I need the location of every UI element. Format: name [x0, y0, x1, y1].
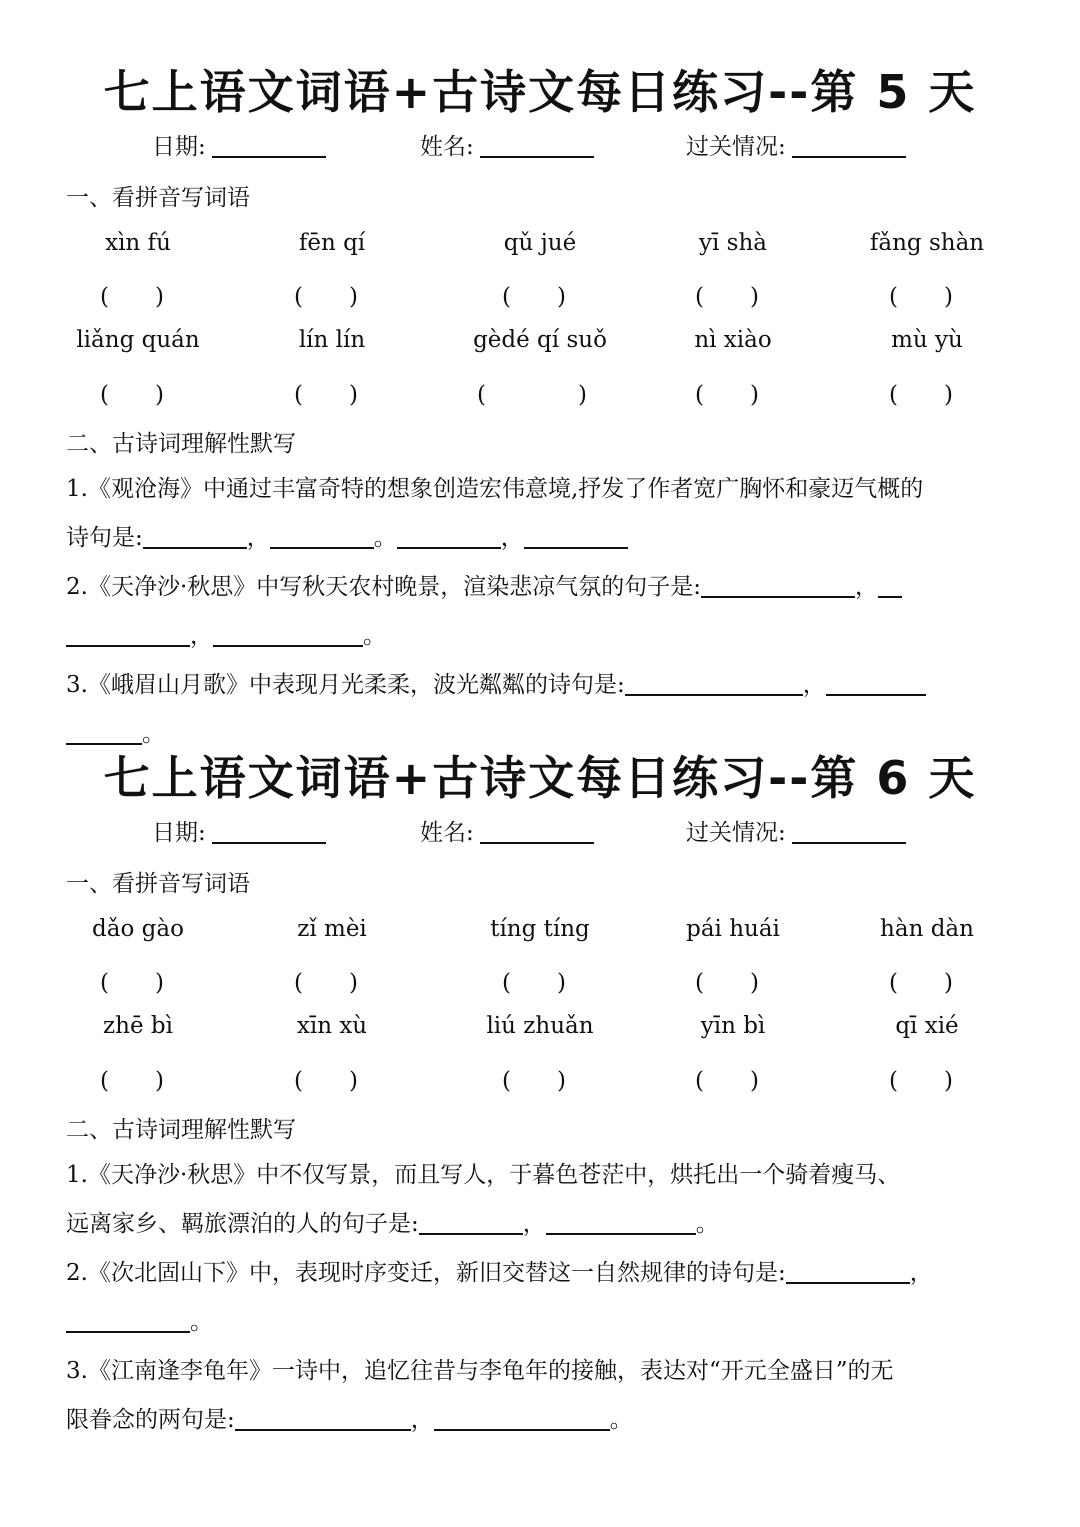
question-line — [66, 612, 1016, 661]
question-text: 3.《峨眉山月歌》中表现月光柔柔，波光粼粼的诗句是: — [66, 672, 625, 698]
answer-bracket[interactable]: ( ) — [294, 1068, 358, 1094]
answer-bracket[interactable]: ( ) — [695, 1068, 759, 1094]
punct: ， — [802, 672, 826, 698]
question-2 — [66, 563, 1016, 661]
punct: 。 — [695, 1211, 719, 1237]
answer-bracket[interactable]: ( ) — [100, 382, 164, 408]
name-blank[interactable] — [480, 132, 594, 158]
name-field — [420, 814, 594, 847]
pinyin-item: gèdé qí suǒ — [473, 327, 607, 353]
answer-bracket[interactable]: ( ) — [294, 970, 358, 996]
answer-bracket[interactable]: ( ) — [502, 970, 566, 996]
punct: ， — [410, 1407, 434, 1433]
question-text: 诗句是: — [66, 525, 143, 551]
answer-blank[interactable] — [143, 525, 247, 549]
date-label: 日期: — [152, 820, 206, 846]
date-blank[interactable] — [212, 132, 326, 158]
answer-bracket[interactable]: ( ) — [695, 382, 759, 408]
answer-blank[interactable] — [826, 672, 926, 696]
pinyin-item: fǎng shàn — [869, 230, 985, 256]
answer-bracket[interactable]: ( ) — [100, 1068, 164, 1094]
name-label: 姓名: — [420, 820, 474, 846]
date-field — [152, 814, 326, 847]
pass-blank[interactable] — [792, 132, 906, 158]
punct: ， — [190, 623, 213, 649]
pinyin-item: fēn qí — [298, 230, 366, 256]
pass-label: 过关情况: — [686, 134, 786, 160]
answer-bracket[interactable]: ( ) — [889, 284, 953, 310]
punct: ， — [500, 525, 524, 551]
question-line — [66, 1396, 1016, 1445]
pinyin-item: lín lín — [298, 327, 366, 353]
pinyin-item: zhē bì — [103, 1013, 173, 1039]
answer-bracket[interactable]: ( ) — [889, 970, 953, 996]
name-label: 姓名: — [420, 134, 474, 160]
answer-blank[interactable] — [419, 1211, 523, 1235]
answer-blank[interactable] — [625, 672, 803, 696]
answer-blank[interactable] — [701, 574, 855, 598]
question-text: 3.《江南逢李龟年》一诗中，追忆往昔与李龟年的接触，表达对“开元全盛日”的无 — [66, 1358, 894, 1384]
answer-bracket[interactable]: ( ) — [502, 1068, 566, 1094]
pinyin-item: qǔ jué — [503, 230, 577, 256]
section-poetry-title: 二、古诗词理解性默写 — [66, 431, 296, 457]
answer-bracket[interactable]: ( ) — [100, 970, 164, 996]
punct: 。 — [363, 623, 386, 649]
answer-bracket[interactable]: ( ) — [695, 970, 759, 996]
page-title: 七上语文词语+古诗文每日练习--第 6 天 — [103, 751, 977, 805]
answer-bracket[interactable]: ( ) — [294, 284, 358, 310]
section-pinyin-title: 一、看拼音写词语 — [66, 871, 250, 897]
answer-bracket[interactable]: ( ) — [695, 284, 759, 310]
pinyin-item: zǐ mèi — [297, 916, 367, 942]
punct: ， — [855, 574, 879, 600]
answer-bracket[interactable]: ( ) — [889, 382, 953, 408]
punct: ， — [909, 1260, 933, 1286]
answer-blank[interactable] — [66, 623, 190, 647]
pinyin-item: qī xié — [895, 1013, 959, 1039]
question-3 — [66, 1347, 1016, 1445]
question-text: 2.《天净沙·秋思》中写秋天农村晚景，渲染悲凉气氛的句子是: — [66, 574, 702, 600]
page-title: 七上语文词语+古诗文每日练习--第 5 天 — [103, 65, 977, 119]
name-field — [420, 128, 594, 161]
name-blank[interactable] — [480, 818, 594, 844]
punct: 。 — [373, 525, 397, 551]
pinyin-item: mù yù — [891, 327, 963, 353]
answer-blank[interactable] — [270, 525, 374, 549]
punct: ， — [522, 1211, 546, 1237]
pass-field — [686, 128, 906, 161]
question-text: 1.《观沧海》中通过丰富奇特的想象创造宏伟意境,抒发了作者宽广胸怀和豪迈气概的 — [66, 476, 924, 502]
question-text: 远离家乡、羁旅漂泊的人的句子是: — [66, 1211, 419, 1237]
answer-blank[interactable] — [66, 1309, 190, 1333]
punct: 。 — [190, 1309, 213, 1335]
pinyin-item: yī shà — [699, 230, 767, 256]
question-line — [66, 514, 1016, 563]
pass-blank[interactable] — [792, 818, 906, 844]
question-text: 1.《天净沙·秋思》中不仅写景，而且写人，于暮色苍茫中，烘托出一个骑着瘦马、 — [66, 1162, 901, 1188]
question-line — [66, 661, 1016, 710]
section-poetry-title: 二、古诗词理解性默写 — [66, 1117, 296, 1143]
pinyin-item: xìn fú — [105, 230, 171, 256]
answer-bracket-wide[interactable]: ( ) — [477, 382, 587, 408]
date-blank[interactable] — [212, 818, 326, 844]
pinyin-item: tíng tíng — [490, 916, 590, 942]
answer-blank[interactable] — [397, 525, 501, 549]
pinyin-item: pái huái — [686, 916, 780, 942]
answer-bracket[interactable]: ( ) — [502, 284, 566, 310]
pinyin-item: yīn bì — [700, 1013, 766, 1039]
question-line — [66, 1249, 1016, 1298]
question-text: 2.《次北固山下》中，表现时序变迁，新旧交替这一自然规律的诗句是: — [66, 1260, 786, 1286]
question-text: 限眷念的两句是: — [66, 1407, 235, 1433]
question-1 — [66, 465, 1016, 563]
section-pinyin-title: 一、看拼音写词语 — [66, 185, 250, 211]
answer-blank[interactable] — [235, 1407, 411, 1431]
date-field — [152, 128, 326, 161]
pinyin-item: dǎo gào — [92, 916, 184, 942]
answer-blank[interactable] — [524, 525, 628, 549]
pinyin-item: hàn dàn — [880, 916, 974, 942]
pass-field — [686, 814, 906, 847]
question-line — [66, 563, 1016, 612]
answer-blank[interactable] — [434, 1407, 610, 1431]
date-label: 日期: — [152, 134, 206, 160]
answer-bracket[interactable]: ( ) — [889, 1068, 953, 1094]
answer-bracket[interactable]: ( ) — [100, 284, 164, 310]
answer-blank[interactable] — [878, 574, 902, 598]
punct: 。 — [142, 721, 165, 747]
question-1 — [66, 1151, 1016, 1249]
answer-blank[interactable] — [213, 623, 363, 647]
pinyin-item: liǎng quán — [76, 327, 200, 353]
punct: 。 — [609, 1407, 633, 1433]
pass-label: 过关情况: — [686, 820, 786, 846]
answer-blank[interactable] — [786, 1260, 910, 1284]
pinyin-item: nì xiào — [694, 327, 772, 353]
answer-blank[interactable] — [546, 1211, 696, 1235]
pinyin-item: liú zhuǎn — [486, 1013, 594, 1039]
header-fields — [0, 814, 1080, 854]
question-line — [66, 1298, 1016, 1347]
pinyin-item: xīn xù — [296, 1013, 368, 1039]
answer-bracket[interactable]: ( ) — [294, 382, 358, 408]
question-line — [66, 1200, 1016, 1249]
header-fields — [0, 128, 1080, 168]
punct: ， — [246, 525, 270, 551]
question-2 — [66, 1249, 1016, 1347]
